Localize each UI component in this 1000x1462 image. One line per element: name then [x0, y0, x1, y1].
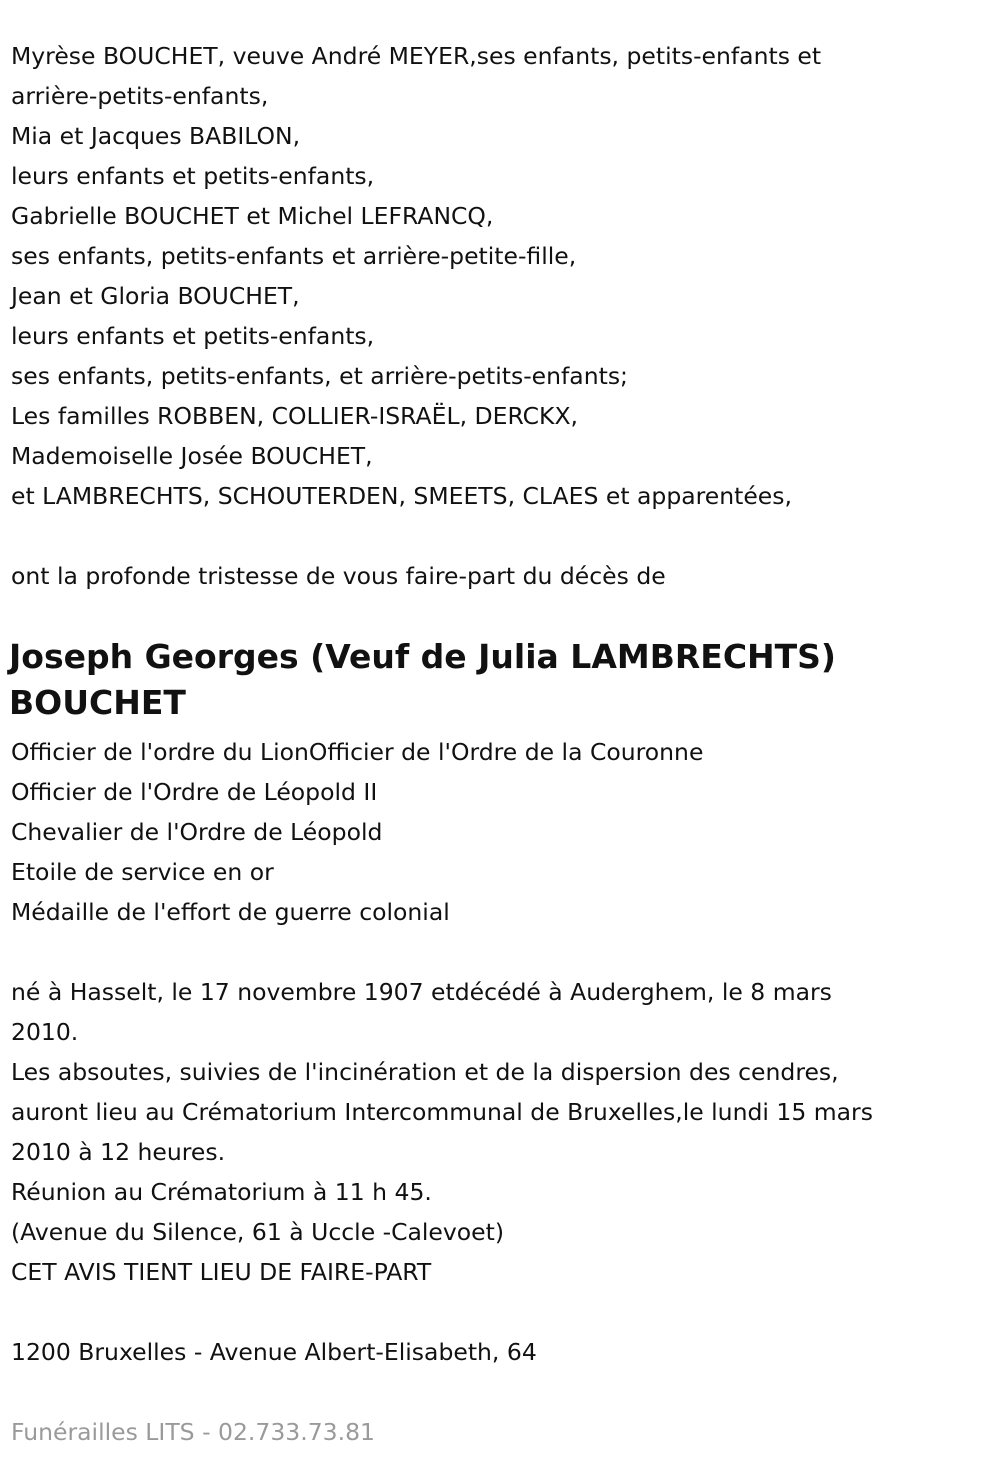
family-line: ses enfants, petits-enfants, et arrière-petits-enfants;: [11, 362, 628, 390]
funeral-home-contact: Funérailles LITS - 02.733.73.81: [11, 1418, 375, 1446]
honor-item: Officier de l'Ordre de Léopold II: [11, 778, 378, 806]
detail-line: Les absoutes, suivies de l'incinération et de la dispersion des cendres,: [11, 1058, 839, 1086]
honor-item: Médaille de l'effort de guerre colonial: [11, 898, 450, 926]
deceased-name-line: Joseph Georges (Veuf de Julia LAMBRECHTS): [9, 637, 837, 676]
deceased-surname: BOUCHET: [9, 683, 186, 722]
detail-line: 2010.: [11, 1018, 79, 1046]
detail-line: auront lieu au Crématorium Intercommunal de Bruxelles,le lundi 15 mars: [11, 1098, 873, 1126]
honor-item: Chevalier de l'Ordre de Léopold: [11, 818, 383, 846]
honor-item: Officier de l'ordre du LionOfficier de l'Ordre de la Couronne: [11, 738, 704, 766]
address: 1200 Bruxelles - Avenue Albert-Elisabeth, 64: [11, 1338, 537, 1366]
detail-line: né à Hasselt, le 17 novembre 1907 etdécédé à Auderghem, le 8 mars: [11, 978, 832, 1006]
family-line: Les familles ROBBEN, COLLIER-ISRAËL, DERCKX,: [11, 402, 579, 430]
detail-line: 2010 à 12 heures.: [11, 1138, 226, 1166]
announcement: ont la profonde tristesse de vous faire-part du décès de: [11, 562, 666, 590]
family-line: et LAMBRECHTS, SCHOUTERDEN, SMEETS, CLAES et apparentées,: [11, 482, 792, 510]
deceased-name: [11, 634, 1000, 726]
family-line: arrière-petits-enfants,: [11, 82, 269, 110]
family-line: Gabrielle BOUCHET et Michel LEFRANCQ,: [11, 202, 494, 230]
detail-line: Réunion au Crématorium à 11 h 45.: [11, 1178, 432, 1206]
family-line: Mademoiselle Josée BOUCHET,: [11, 442, 373, 470]
family-line: Mia et Jacques BABILON,: [11, 122, 301, 150]
family-list: [11, 36, 1000, 516]
detail-line: CET AVIS TIENT LIEU DE FAIRE-PART: [11, 1258, 432, 1286]
honor-item: Etoile de service en or: [11, 858, 274, 886]
family-line: ses enfants, petits-enfants et arrière-petite-fille,: [11, 242, 577, 270]
family-line: Myrèse BOUCHET, veuve André MEYER,ses enfants, petits-enfants et: [11, 42, 822, 70]
family-line: leurs enfants et petits-enfants,: [11, 162, 375, 190]
honors-list: [11, 732, 1000, 932]
detail-line: (Avenue du Silence, 61 à Uccle -Calevoet): [11, 1218, 505, 1246]
family-line: Jean et Gloria BOUCHET,: [11, 282, 300, 310]
ceremony-details: [11, 972, 1000, 1292]
family-line: leurs enfants et petits-enfants,: [11, 322, 375, 350]
